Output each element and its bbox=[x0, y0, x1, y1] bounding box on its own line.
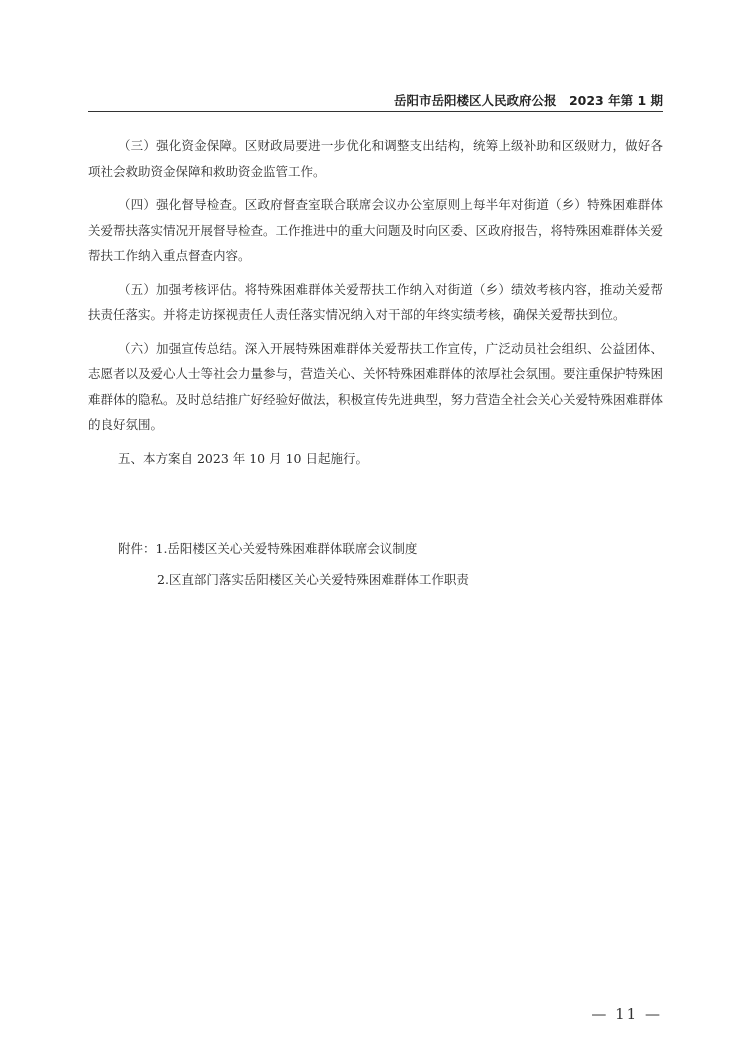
header-title: 岳阳市岳阳楼区人民政府公报 2023 年第 1 期 bbox=[393, 93, 663, 108]
paragraph-effective-date: 五、本方案自 2023 年 10 月 10 日起施行。 bbox=[118, 450, 368, 466]
document-body bbox=[88, 133, 663, 479]
page-header bbox=[88, 89, 663, 112]
paragraph-supervision-inspection: （四）强化督导检查。区政府督查室联合联席会议办公室原则上每半年对街道（乡）特殊困难群体关爱帮扶落实情况开展督导检查。工作推进中的重大问题及时向区委、区政府报告，将特殊困难群体关爱帮扶工作纳入重点督查内容。 bbox=[88, 197, 664, 263]
paragraph-publicity-summary: （六）加强宣传总结。深入开展特殊困难群体关爱帮扶工作宣传，广泛动员社会组织、公益团体、志愿者以及爱心人士等社会力量参与，营造关心、关怀特殊困难群体的浓厚社会氛围。要注重保护特殊困难群体的隐私。及时总结推广好经验好做法，积极宣传先进典型，努力营造全社会关心关爱特殊困难群体的良好氛围。 bbox=[88, 340, 664, 432]
page-number: — 11 — bbox=[591, 1005, 662, 1023]
attachment-item-2: 2.区直部门落实岳阳楼区关心关爱特殊困难群体工作职责 bbox=[157, 572, 469, 587]
attachment-item-1: 附件：1.岳阳楼区关心关爱特殊困难群体联席会议制度 bbox=[118, 541, 418, 556]
paragraph-assessment-evaluation: （五）加强考核评估。将特殊困难群体关爱帮扶工作纳入对街道（乡）绩效考核内容，推动关爱帮扶责任落实。并将走访探视责任人责任落实情况纳入对干部的年终实绩考核，确保关爱帮扶到位。 bbox=[88, 281, 663, 322]
paragraph-funding-guarantee: （三）强化资金保障。区财政局要进一步优化和调整支出结构，统筹上级补助和区级财力，做好各项社会救助资金保障和救助资金监管工作。 bbox=[88, 138, 663, 179]
